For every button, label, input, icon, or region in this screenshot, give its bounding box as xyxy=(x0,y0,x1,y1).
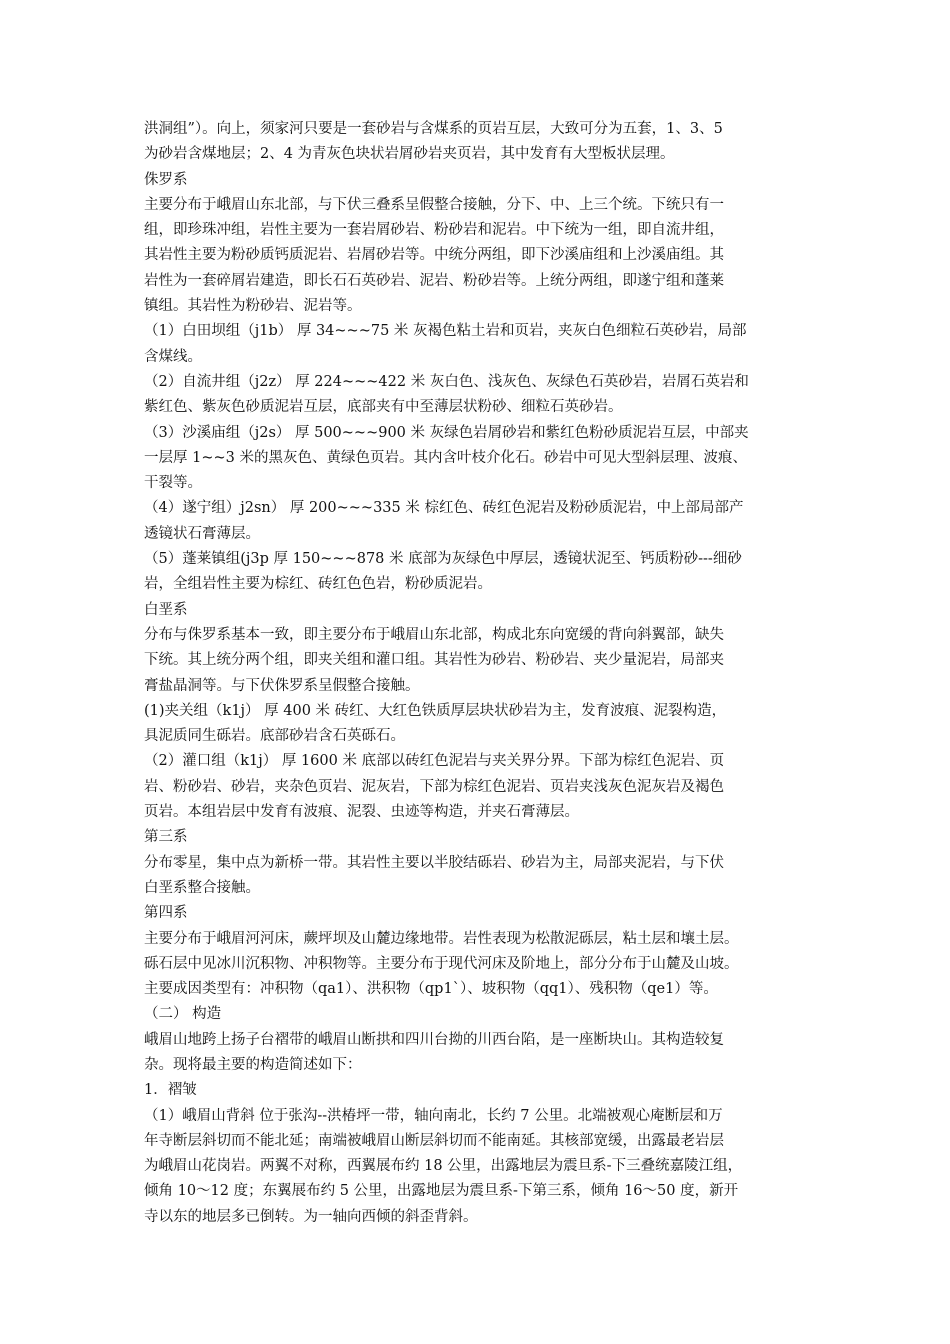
text-line: 砾石层中见冰川沉积物、冲积物等。主要分布于现代河床及阶地上，部分分布于山麓及山坡。 xyxy=(144,955,739,972)
text-line: 紫红色、紫灰色砂质泥岩互层，底部夹有中至薄层状粉砂、细粒石英砂岩。 xyxy=(144,399,623,416)
text-line: 为峨眉山花岗岩。两翼不对称，西翼展布约 18 公里，出露地层为震旦系-下三叠统嘉陵江组， xyxy=(144,1158,743,1175)
text-line: （1）峨眉山背斜 位于张沟--洪椿坪一带，轴向南北，长约 7 公里。北端被观心庵断层和万 xyxy=(144,1107,723,1124)
text-line: （2）自流井组（j2z） 厚 224~~~422 米 灰白色、浅灰色、灰绿色石英砂岩，岩屑石英岩和 xyxy=(144,373,749,390)
text-line: （2）灌口组（k1j） 厚 1600 米 底部以砖红色泥岩与夹关界分界。下部为棕红色泥岩、页 xyxy=(144,753,725,770)
text-line: 一层厚 1~~3 米的黑灰色、黄绿色页岩。其内含叶枝介化石。砂岩中可见大型斜层理、波痕、 xyxy=(144,449,747,466)
text-line: 干裂等。 xyxy=(144,475,202,492)
text-line: 透镜状石膏薄层。 xyxy=(144,525,260,542)
text-line: 为砂岩含煤地层；2、4 为青灰色块状岩屑砂岩夹页岩，其中发育有大型板状层理。 xyxy=(144,146,675,163)
text-line: 含煤线。 xyxy=(144,348,202,365)
text-line: 岩性为一套碎屑岩建造，即长石石英砂岩、泥岩、粉砂岩等。上统分两组，即遂宁组和蓬莱 xyxy=(144,272,724,289)
text-line: 岩，全组岩性主要为棕红、砖红色色岩，粉砂质泥岩。 xyxy=(144,576,492,593)
section-heading-quaternary: 第四系 xyxy=(144,905,188,922)
text-line: （3）沙溪庙组（j2s） 厚 500~~~900 米 灰绿色岩屑砂岩和紫红色粉砂质泥岩互层，中部夹 xyxy=(144,424,749,441)
text-line: 杂。现将最主要的构造简述如下： xyxy=(144,1056,362,1073)
text-line: 岩、粉砂岩、砂岩，夹杂色页岩、泥灰岩，下部为棕红色泥岩、页岩夹浅灰色泥灰岩及褐色 xyxy=(144,778,724,795)
text-line: 寺以东的地层多已倒转。为一轴向西倾的斜歪背斜。 xyxy=(144,1208,478,1225)
text-line: 分布与侏罗系基本一致，即主要分布于峨眉山东北部，构成北东向宽缓的背向斜翼部，缺失 xyxy=(144,626,724,643)
text-line: 主要分布于峨眉河河床，蕨坪坝及山麓边缘地带。岩性表现为松散泥砾层，粘土层和壤土层。 xyxy=(144,930,739,947)
text-line: （4）遂宁组）j2sn） 厚 200~~~335 米 棕红色、砖红色泥岩及粉砂质泥岩，中上部局部产 xyxy=(144,500,744,517)
section-heading-folds: 1．褶皱 xyxy=(144,1082,197,1099)
section-heading-cretaceous: 白垩系 xyxy=(144,601,188,618)
text-line: 组，即珍珠冲组，岩性主要为一套岩屑砂岩、粉砂岩和泥岩。中下统为一组，即自流井组， xyxy=(144,222,724,239)
text-line: 主要成因类型有：冲积物（qa1）、洪积物（qp1`）、坡积物（qq1）、残积物（qe1）等。 xyxy=(144,981,718,998)
text-line: 峨眉山地跨上扬子台褶带的峨眉山断拱和四川台拗的川西台陷，是一座断块山。其构造较复 xyxy=(144,1031,724,1048)
section-heading-tertiary: 第三系 xyxy=(144,829,188,846)
text-line: 倾角 10～12 度；东翼展布约 5 公里，出露地层为震旦系-下第三系，倾角 16～50 度，新开 xyxy=(144,1183,739,1200)
text-line: 膏盐晶洞等。与下伏侏罗系呈假整合接触。 xyxy=(144,677,420,694)
text-line: 年寺断层斜切而不能北延；南端被峨眉山断层斜切而不能南延。其核部宽缓，出露最老岩层 xyxy=(144,1132,724,1149)
text-line: 镇组。其岩性为粉砂岩、泥岩等。 xyxy=(144,298,362,315)
text-line: （5）蓬莱镇组(j3p 厚 150~~~878 米 底部为灰绿色中厚层，透镜状泥至、钙质粉砂---细砂 xyxy=(144,551,742,568)
document-body xyxy=(144,117,810,1230)
section-heading-jurassic: 侏罗系 xyxy=(144,171,188,188)
text-line: 其岩性主要为粉砂质钙质泥岩、岩屑砂岩等。中统分两组，即下沙溪庙组和上沙溪庙组。其 xyxy=(144,247,724,264)
text-line: 具泥质同生砾岩。底部砂岩含石英砾石。 xyxy=(144,728,405,745)
text-line: 分布零星，集中点为新桥一带。其岩性主要以半胶结砾岩、砂岩为主，局部夹泥岩，与下伏 xyxy=(144,854,724,871)
text-line: 白垩系整合接触。 xyxy=(144,879,260,896)
text-line: 页岩。本组岩层中发育有波痕、泥裂、虫迹等构造，并夹石膏薄层。 xyxy=(144,804,579,821)
text-line: 下统。其上统分两个组，即夹关组和灌口组。其岩性为砂岩、粉砂岩、夹少量泥岩，局部夹 xyxy=(144,652,724,669)
text-line: 洪洞组”）。向上，须家河只要是一套砂岩与含煤系的页岩互层，大致可分为五套，1、3、5 xyxy=(144,121,723,137)
text-line: 主要分布于峨眉山东北部，与下伏三叠系呈假整合接触，分下、中、上三个统。下统只有一 xyxy=(144,196,724,213)
text-line: （1）白田坝组（j1b） 厚 34~~~75 米 灰褐色粘土岩和页岩，夹灰白色细粒石英砂岩，局部 xyxy=(144,323,747,340)
text-line: (1)夹关组（k1j） 厚 400 米 砖红、大红色铁质厚层块状砂岩为主，发育波痕、泥裂构造， xyxy=(144,702,727,719)
section-heading-structure: （二） 构造 xyxy=(144,1006,222,1023)
